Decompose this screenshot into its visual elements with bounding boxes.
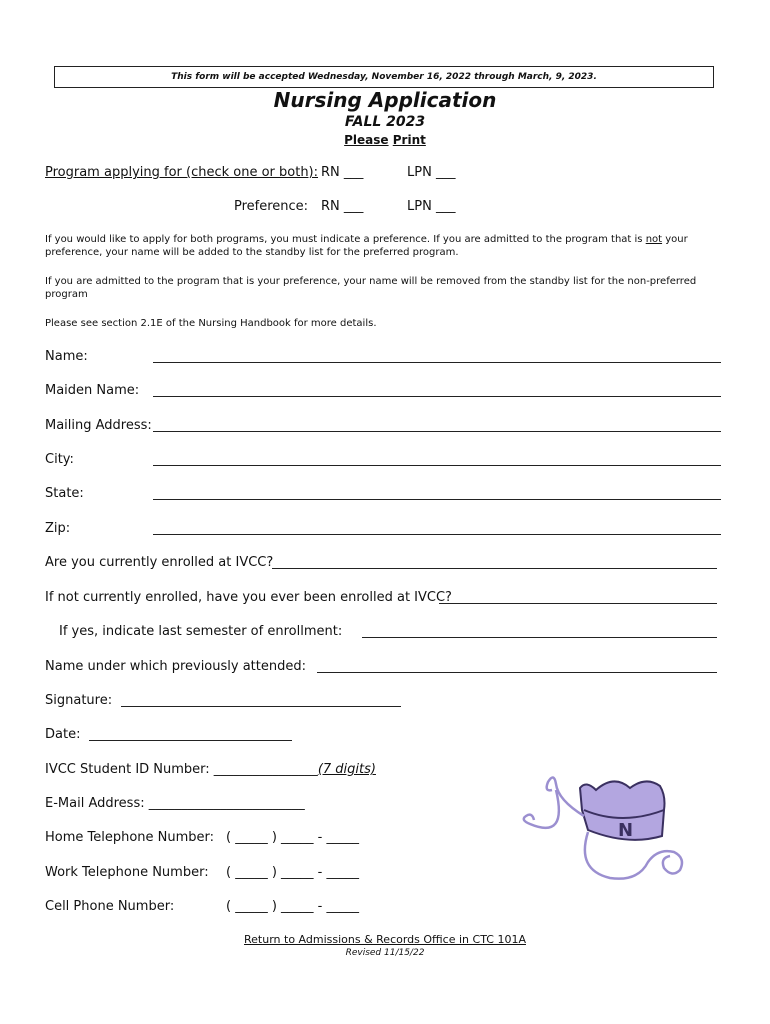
please-print-note <box>0 133 770 147</box>
cap-letter: N <box>618 820 634 841</box>
student-id-hint: (7 digits) <box>317 762 376 777</box>
currently-enrolled-label: Are you currently enrolled at IVCC? <box>45 555 274 570</box>
cell-phone-label: Cell Phone Number: <box>45 899 175 914</box>
preference-rn-checkbox[interactable]: RN ___ <box>321 199 364 214</box>
maiden-name-label: Maiden Name: <box>45 383 140 398</box>
zip-input[interactable] <box>153 534 721 535</box>
signature-label: Signature: <box>45 693 113 708</box>
preference-lpn-checkbox[interactable]: LPN ___ <box>407 199 456 214</box>
program-lpn-checkbox[interactable]: LPN ___ <box>407 165 456 180</box>
city-label: City: <box>45 452 74 467</box>
instruction-1b: your preference, your name will be added to the standby list for the preferred program. <box>45 234 688 258</box>
last-semester-label: If yes, indicate last semester of enrollment: <box>59 624 343 639</box>
city-input[interactable] <box>153 465 721 466</box>
mailing-address-input[interactable] <box>153 431 721 432</box>
date-label: Date: <box>45 727 81 742</box>
currently-enrolled-input[interactable] <box>272 568 717 569</box>
form-title: Nursing Application <box>273 88 497 112</box>
instruction-not: not <box>645 234 663 245</box>
acceptance-banner: This form will be accepted Wednesday, November 16, 2022 through March, 9, 2023. <box>54 66 714 88</box>
previous-name-input[interactable] <box>317 672 717 673</box>
maiden-name-input[interactable] <box>153 396 721 397</box>
instruction-paragraph-2: If you are admitted to the program that is your preference, your name will be removed from the standby list for the non-preferred program <box>45 276 697 300</box>
last-semester-input[interactable] <box>362 637 717 638</box>
home-phone-label: Home Telephone Number: <box>45 830 215 845</box>
home-phone-input[interactable]: ( _____ ) _____ - _____ <box>226 830 359 845</box>
ever-enrolled-input[interactable] <box>439 603 717 604</box>
name-label: Name: <box>45 349 88 364</box>
please-text: Please <box>344 133 389 147</box>
nurse-cap-illustration <box>518 770 690 890</box>
email-field[interactable]: E-Mail Address: ________________________ <box>45 796 305 811</box>
preference-label: Preference: <box>234 199 309 214</box>
instruction-paragraph-1 <box>45 233 710 259</box>
state-label: State: <box>45 486 84 501</box>
student-id-label: IVCC Student ID Number: ________________ <box>45 762 318 777</box>
return-instructions: Return to Admissions & Records Office in CTC 101A <box>244 933 526 946</box>
state-input[interactable] <box>153 499 721 500</box>
print-text: Print <box>392 133 426 147</box>
signature-input[interactable] <box>121 706 401 707</box>
student-id-field[interactable] <box>45 762 376 777</box>
instruction-1a: If you would like to apply for both programs, you must indicate a preference. If you are admitted to the program that is <box>45 234 646 245</box>
name-input[interactable] <box>153 362 721 363</box>
form-term: FALL 2023 <box>344 114 426 130</box>
work-phone-label: Work Telephone Number: <box>45 865 209 880</box>
work-phone-input[interactable]: ( _____ ) _____ - _____ <box>226 865 359 880</box>
zip-label: Zip: <box>45 521 71 536</box>
program-rn-checkbox[interactable]: RN ___ <box>321 165 364 180</box>
revised-date: Revised 11/15/22 <box>345 948 425 958</box>
instruction-paragraph-3: Please see section 2.1E of the Nursing Handbook for more details. <box>45 318 377 329</box>
program-label: Program applying for (check one or both): <box>45 165 319 180</box>
ever-enrolled-label: If not currently enrolled, have you ever been enrolled at IVCC? <box>45 590 452 605</box>
cap-ribbon-left <box>524 777 584 827</box>
cell-phone-input[interactable]: ( _____ ) _____ - _____ <box>226 899 359 914</box>
date-input[interactable] <box>89 740 292 741</box>
mailing-address-label: Mailing Address: <box>45 418 152 433</box>
previous-name-label: Name under which previously attended: <box>45 659 306 674</box>
